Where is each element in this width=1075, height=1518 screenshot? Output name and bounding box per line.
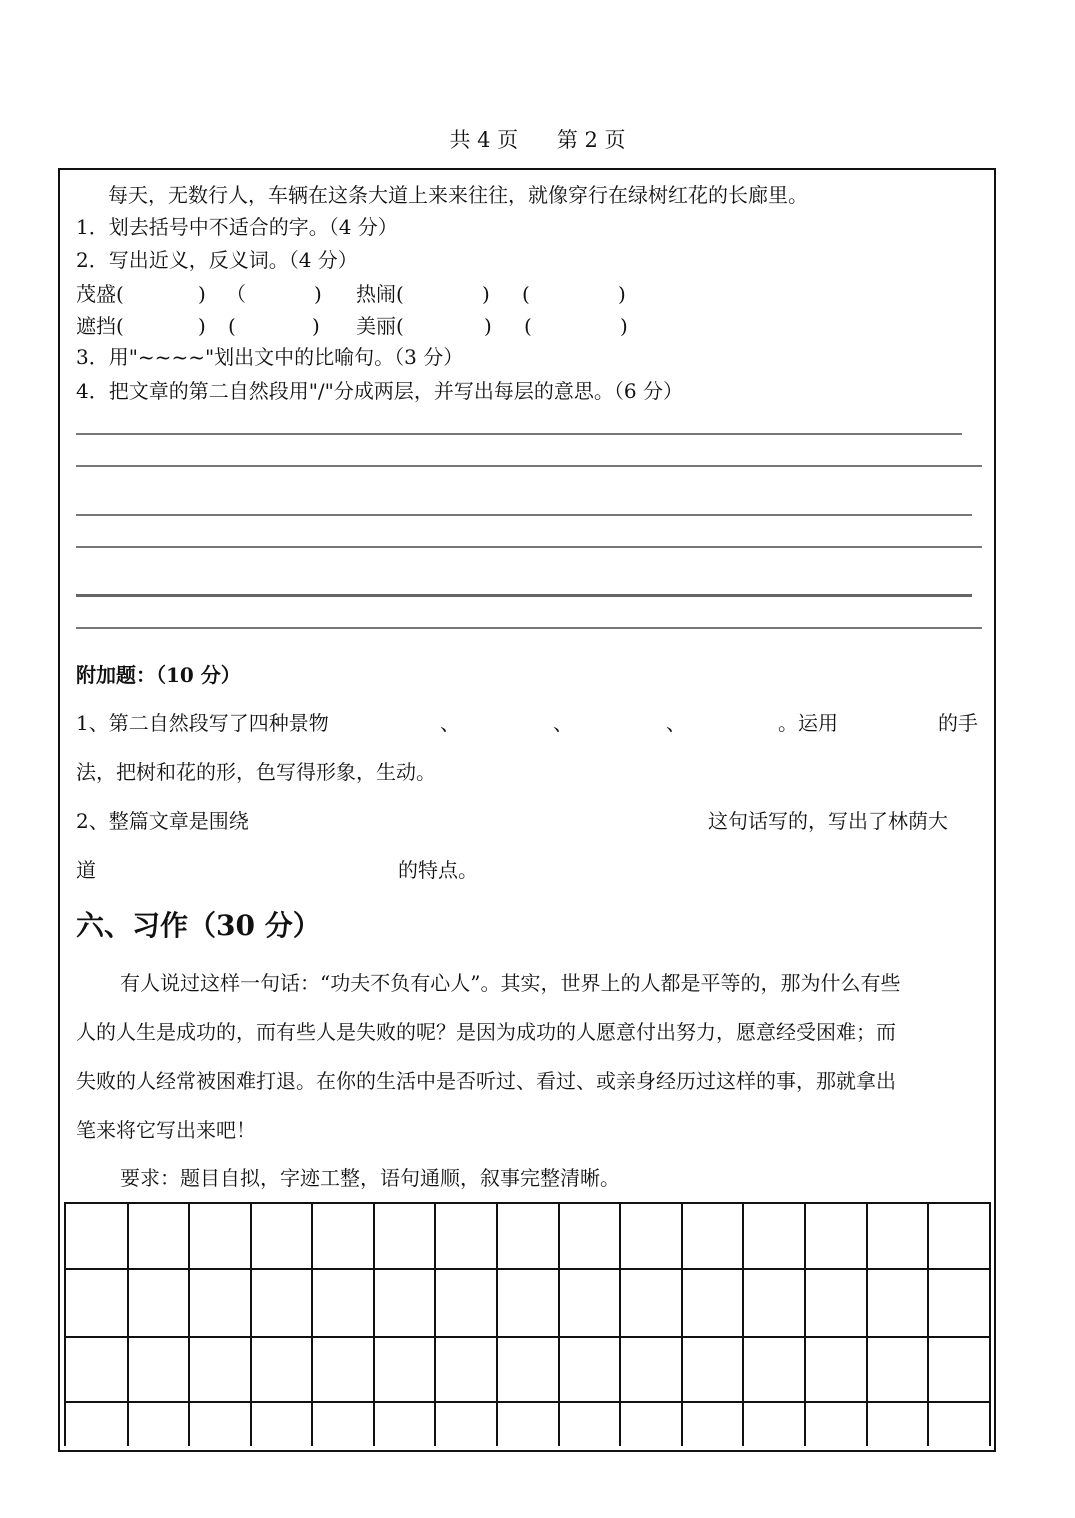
- word-renao: 热闹(: [356, 282, 404, 306]
- grid-line: [681, 1204, 683, 1446]
- bonus-2-start: 2、整篇文章是围绕: [76, 809, 249, 833]
- paren: ): [484, 314, 492, 338]
- separator: 、: [553, 711, 573, 735]
- answer-line[interactable]: [76, 627, 982, 629]
- bonus-1-start: 1、第二自然段写了四种景物: [76, 711, 329, 735]
- grid-line: [866, 1204, 868, 1446]
- answer-line[interactable]: [76, 594, 972, 597]
- word-zhedang: 遮挡(: [76, 314, 124, 338]
- bonus-2-end: 这句话写的，写出了林荫大: [708, 809, 948, 833]
- word-meili: 美丽(: [356, 314, 404, 338]
- bonus-1-line2: 法，把树和花的形，色写得形象，生动。: [76, 760, 436, 784]
- answer-line[interactable]: [76, 433, 962, 435]
- grid-line: [127, 1204, 129, 1446]
- grid-line: [927, 1204, 929, 1446]
- bonus-1-dot: 。运用: [778, 711, 838, 735]
- composition-line-3: 失败的人经常被困难打退。在你的生活中是否听过、看过、或亲身经历过这样的事，那就拿出: [76, 1069, 896, 1093]
- question-3: 3．用"~~~~"划出文中的比喻句。（3 分）: [76, 345, 464, 369]
- grid-line: [250, 1204, 252, 1446]
- bonus-2-line2-start: 道: [76, 858, 96, 882]
- answer-line[interactable]: [76, 546, 982, 548]
- total-pages: 共 4 页: [449, 128, 519, 152]
- grid-line: [742, 1204, 744, 1446]
- paren: ): [482, 282, 490, 306]
- grid-line: [311, 1204, 313, 1446]
- composition-heading: 六、习作（30 分）: [76, 909, 321, 942]
- question-1: 1．划去括号中不适合的字。（4 分）: [76, 215, 398, 239]
- grid-line: [619, 1204, 621, 1446]
- passage-last-line: 每天，无数行人，车辆在这条大道上来来往往，就像穿行在绿树红花的长廊里。: [108, 183, 808, 207]
- paren: (: [524, 314, 532, 338]
- paren: （: [226, 282, 246, 306]
- composition-requirement: 要求：题目自拟，字迹工整，语句通顺，叙事完整清晰。: [120, 1166, 620, 1190]
- grid-line: [558, 1204, 560, 1446]
- grid-line: [373, 1204, 375, 1446]
- question-4: 4．把文章的第二自然段用"/"分成两层，并写出每层的意思。（6 分）: [76, 379, 683, 403]
- grid-line: [496, 1204, 498, 1446]
- current-page: 第 2 页: [556, 128, 626, 152]
- composition-line-2: 人的人生是成功的，而有些人是失败的呢？是因为成功的人愿意付出努力，愿意经受困难；而: [76, 1020, 896, 1044]
- composition-line-1: 有人说过这样一句话：“功夫不负有心人”。其实，世界上的人都是平等的，那为什么有些: [120, 971, 901, 995]
- bonus-1-end: 的手: [938, 711, 978, 735]
- grid-line: [66, 1268, 989, 1270]
- bonus-2-line2-end: 的特点。: [398, 858, 478, 882]
- separator: 、: [666, 711, 686, 735]
- grid-line: [188, 1204, 190, 1446]
- paren: ): [314, 282, 322, 306]
- separator: 、: [440, 711, 460, 735]
- paren: ): [618, 282, 626, 306]
- word-maosheng: 茂盛(: [76, 282, 124, 306]
- paren: ): [198, 314, 206, 338]
- answer-line[interactable]: [76, 514, 972, 516]
- paren: (: [522, 282, 530, 306]
- composition-line-4: 笔来将它写出来吧！: [76, 1118, 256, 1142]
- bonus-title: 附加题：（10 分）: [76, 663, 241, 687]
- paren: ): [198, 282, 206, 306]
- writing-grid[interactable]: [64, 1202, 991, 1446]
- paren: (: [228, 314, 236, 338]
- answer-line[interactable]: [76, 465, 982, 467]
- grid-line: [66, 1336, 989, 1338]
- page-header: [0, 124, 1075, 154]
- grid-line: [434, 1204, 436, 1446]
- paren: ): [620, 314, 628, 338]
- grid-line: [66, 1401, 989, 1403]
- grid-line: [804, 1204, 806, 1446]
- paren: ): [312, 314, 320, 338]
- question-2: 2．写出近义，反义词。（4 分）: [76, 248, 358, 272]
